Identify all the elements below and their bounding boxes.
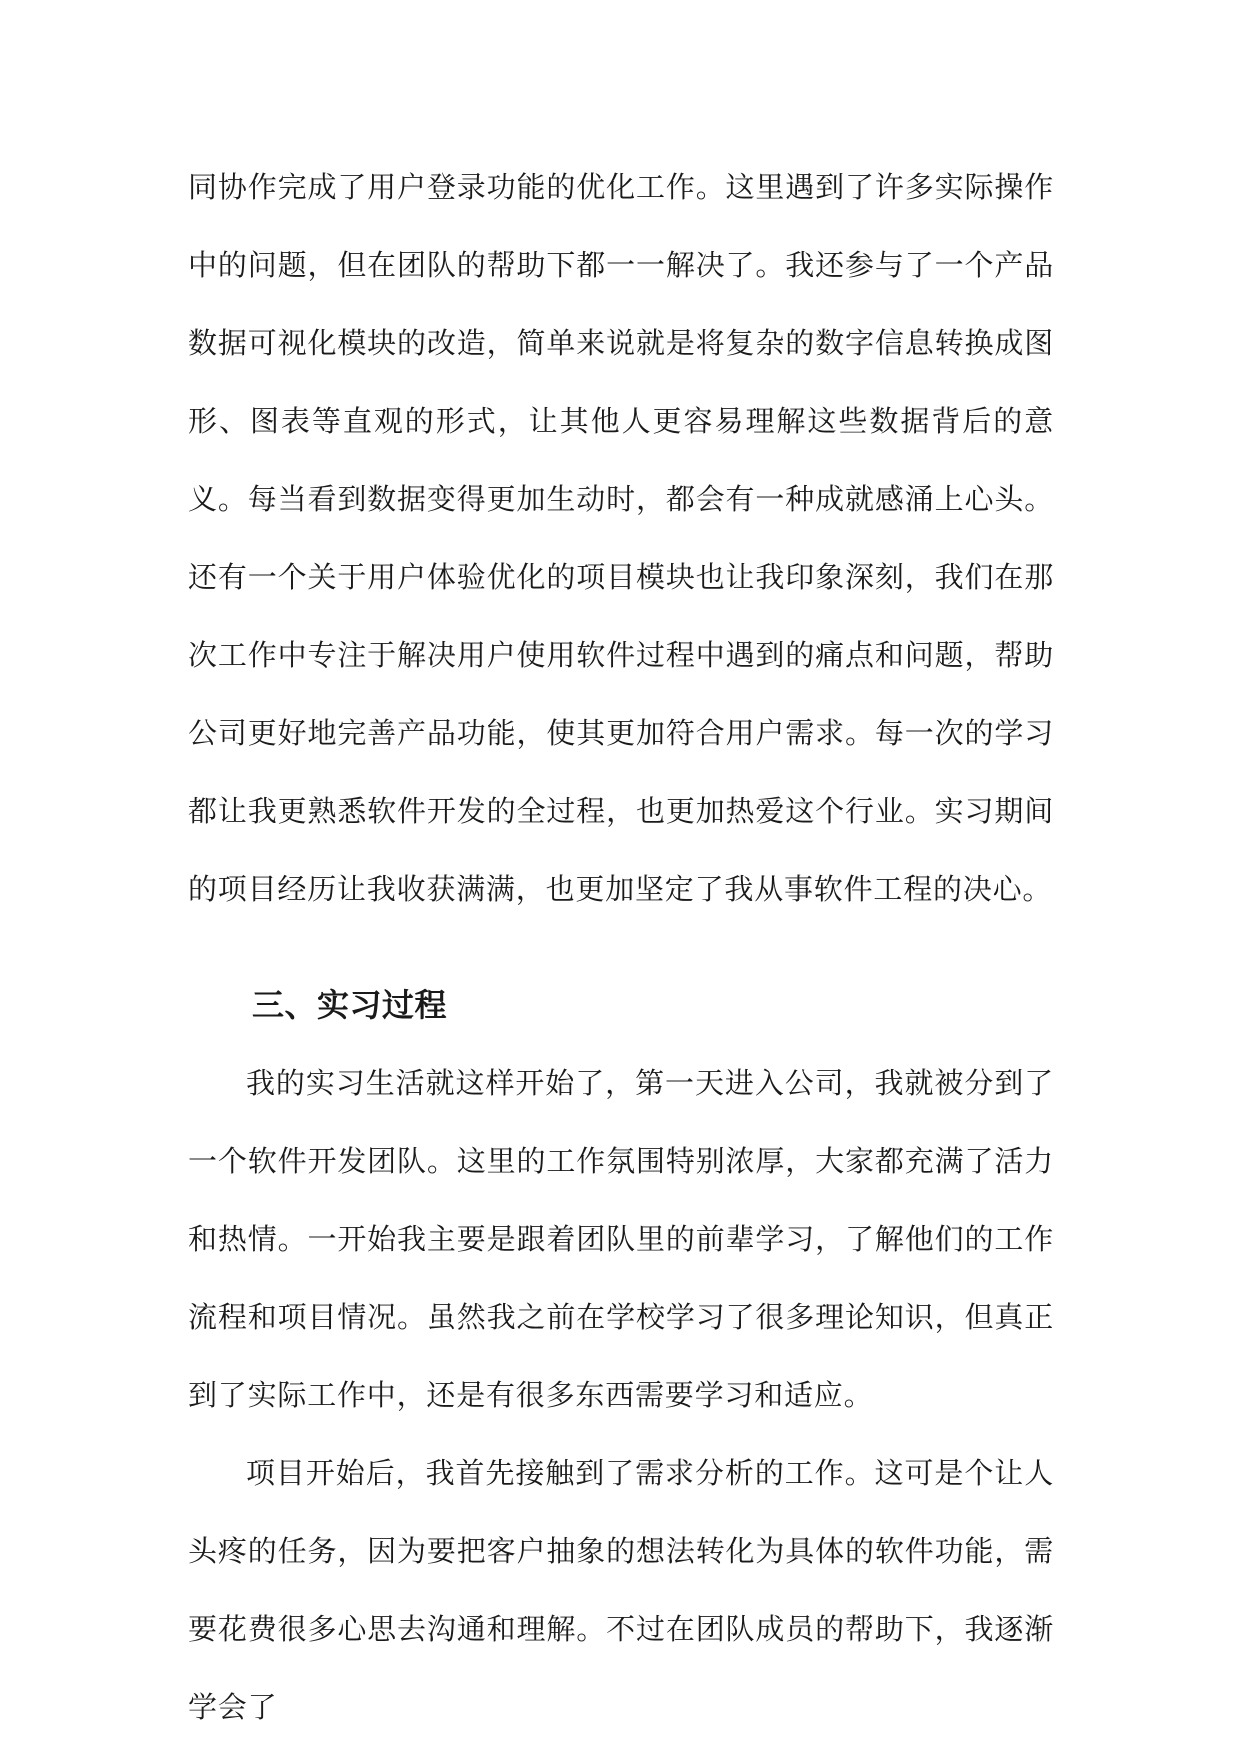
paragraph-requirements-analysis: 项目开始后，我首先接触到了需求分析的工作。这可是个让人头疼的任务，因为要把客户抽象的想法转化为具体的软件功能，需要花费很多心思去沟通和理解。不过在团队成员的帮助下，我逐渐学会了 xyxy=(188,1456,1054,1724)
document-body xyxy=(188,148,1054,1746)
section-heading: 三、实习过程 xyxy=(252,986,448,1024)
paragraph-internship-start: 我的实习生活就这样开始了，第一天进入公司，我就被分到了一个软件开发团队。这里的工作氛围特别浓厚，大家都充满了活力和热情。一开始我主要是跟着团队里的前辈学习，了解他们的工作流程和项目情况。虽然我之前在学校学习了很多理论知识，但真正到了实际工作中，还是有很多东西需要学习和适应。 xyxy=(188,1066,1054,1412)
paragraph-continued: 同协作完成了用户登录功能的优化工作。这里遇到了许多实际操作中的问题，但在团队的帮助下都一一解决了。我还参与了一个产品数据可视化模块的改造，简单来说就是将复杂的数字信息转换成图形、图表等直观的形式，让其他人更容易理解这些数据背后的意义。每当看到数据变得更加生动时，都会有一种成就感涌上心头。还有一个关于用户体验优化的项目模块也让我印象深刻，我们在那次工作中专注于解决用户使用软件过程中遇到的痛点和问题，帮助公司更好地完善产品功能，使其更加符合用户需求。每一次的学习都让我更熟悉软件开发的全过程，也更加热爱这个行业。实习期间的项目经历让我收获满满，也更加坚定了我从事软件工程的决心。 xyxy=(188,170,1054,906)
